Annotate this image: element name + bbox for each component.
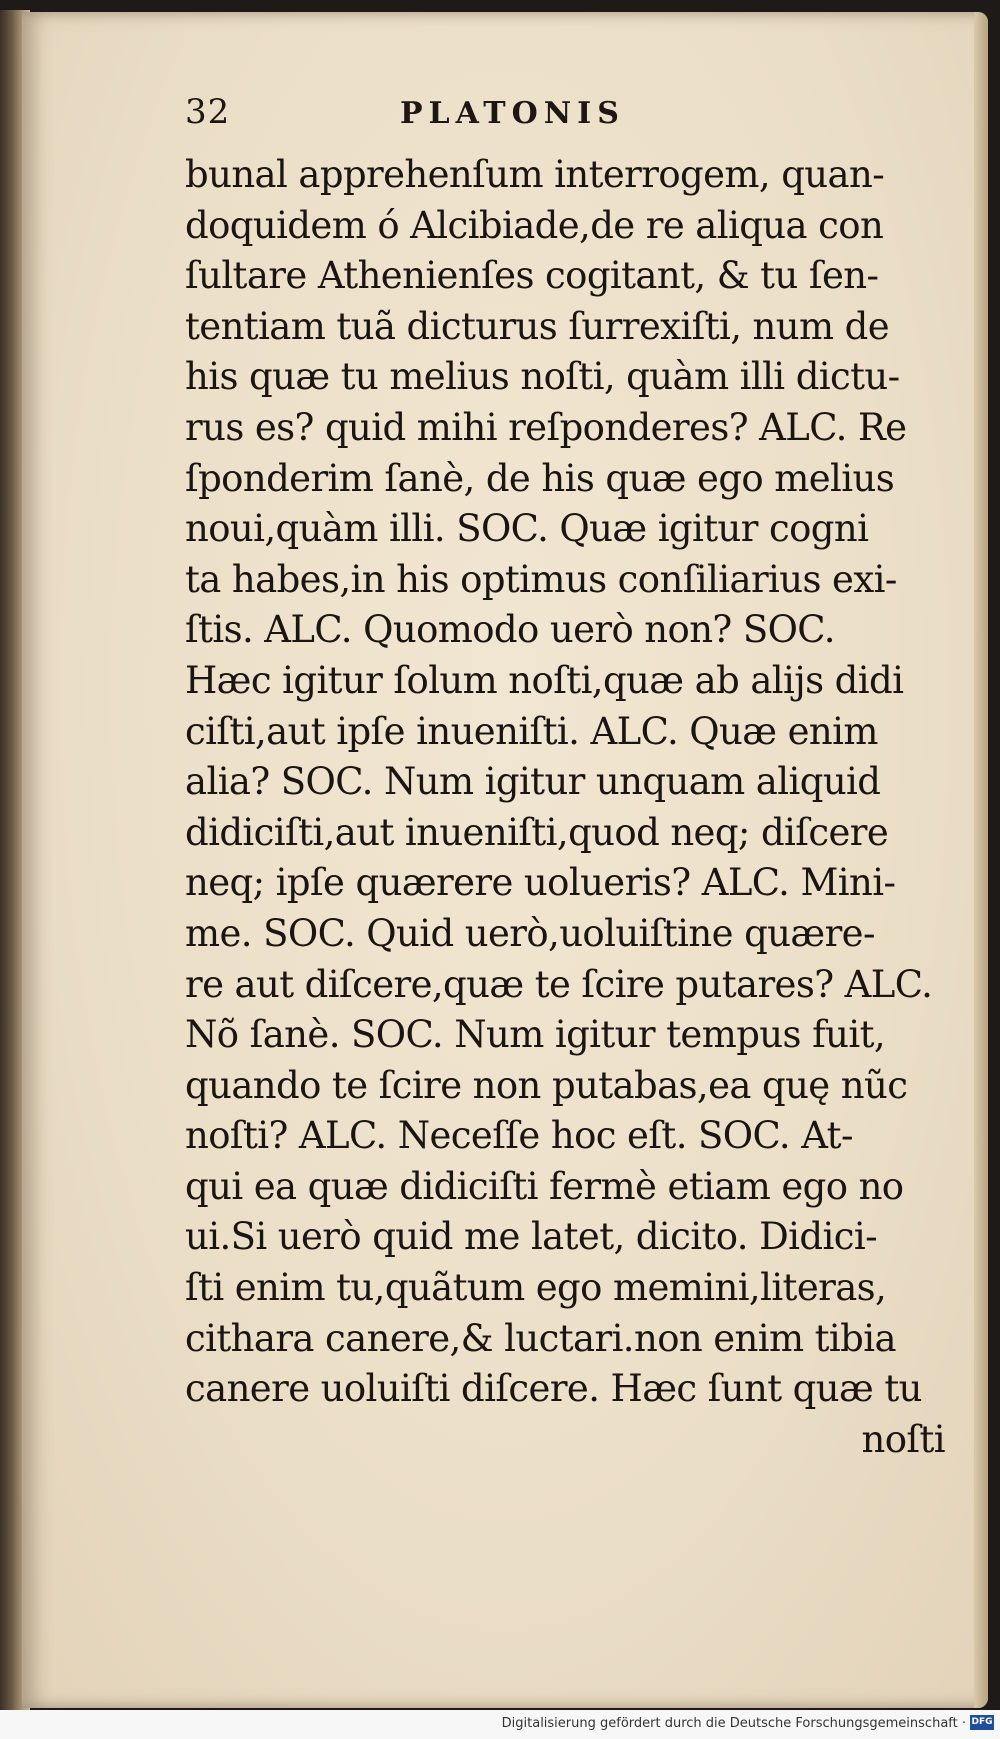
text-line: alia? SOC. Num igitur unquam aliquid [185,760,881,804]
text-line: ſultare Athenienſes cogitant, & tu ſen- [185,254,879,298]
text-line: ſti enim tu,quãtum ego memini,literas, [185,1266,887,1310]
text-line: doquidem ó Alcibiade,de re aliqua con [185,203,884,247]
text-line: me. SOC. Quid uerò,uoluiſtine quære- [185,911,875,955]
text-line: ſponderim ſanè, de his quæ ego melius [185,456,895,500]
text-line: noſti? ALC. Neceſſe hoc eſt. SOC. At- [185,1114,853,1158]
dfg-logo-icon: DFG [970,1715,994,1730]
text-line: cithara canere,& luctari.non enim tibia [185,1316,896,1360]
text-line: ſtis. ALC. Quomodo uerò non? SOC. [185,608,835,652]
digitization-footer [0,1710,1000,1739]
text-line: noui,quàm illi. SOC. Quæ igitur cogni [185,507,869,551]
text-line: re aut diſcere,quæ te ſcire putares? ALC. [185,962,933,1006]
text-line: Hæc igitur ſolum noſti,quæ ab alijs didi [185,658,904,702]
text-line: ta habes,in his optimus conſiliarius exi- [185,557,897,601]
text-line: bunal apprehenſum interrogem, quan- [185,153,885,196]
text-line: ui.Si uerò quid me latet, dicito. Didici- [185,1215,877,1259]
page-header [185,92,705,142]
text-line: neq; ipſe quærere uolueris? ALC. Mini- [185,861,896,905]
footer-credit: Digitalisierung gefördert durch die Deutsche Forschungsgemeinschaft · [501,1716,966,1731]
page-number: 32 [185,92,231,132]
body-text [185,150,945,1465]
text-line: Nõ ſanè. SOC. Num igitur tempus fuit, [185,1013,886,1057]
page-edge [974,12,988,1708]
running-head: PLATONIS [400,96,625,131]
text-line: his quæ tu melius noſti, quàm illi dictu- [185,355,900,399]
text-line: quando te ſcire non putabas,ea quę nũc [185,1063,908,1107]
text-line: qui ea quæ didiciſti fermè etiam ego no [185,1164,904,1208]
text-line: ciſti,aut ipſe inueniſti. ALC. Quæ enim [185,709,878,753]
text-line: canere uoluiſti diſcere. Hæc ſunt quæ tu [185,1367,922,1411]
catchword: noſti [861,1417,945,1461]
text-line: rus es? quid mihi reſponderes? ALC. Re [185,405,907,449]
text-line: didiciſti,aut inueniſti,quod neq; diſcere [185,810,889,854]
text-line: tentiam tuã dicturus ſurrexiſti, num de [185,304,890,348]
